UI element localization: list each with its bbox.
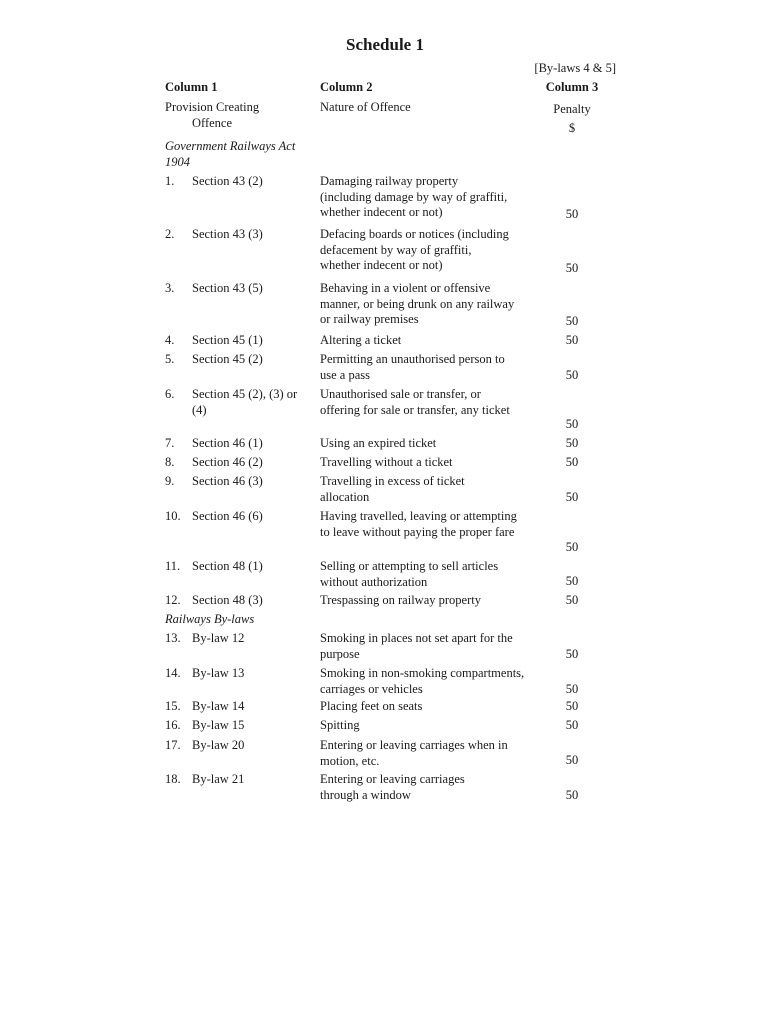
row-nature: Permitting an unauthorised person to use a pass (320, 352, 505, 382)
section-heading-railways-bylaws: Railways By-laws (165, 612, 255, 626)
section-heading-gov-act: Government Railways Act 1904 (165, 139, 296, 169)
row-nature: Smoking in non-smoking compartments, carriages or vehicles (320, 666, 525, 696)
row-penalty: 50 (565, 417, 579, 431)
row-provision: Section 45 (2), (3) or (4) (192, 387, 298, 417)
column-1-subheading-line1: Provision Creating (165, 100, 260, 114)
row-provision: Section 48 (3) (192, 593, 263, 607)
row-nature: Travelling without a ticket (320, 455, 453, 469)
row-provision: By-law 15 (192, 718, 245, 732)
row-provision: Section 46 (1) (192, 436, 263, 450)
row-penalty: 50 (565, 593, 579, 607)
row-penalty: 50 (565, 574, 579, 588)
column-3-heading: Column 3 (545, 80, 599, 94)
row-nature: Placing feet on seats (320, 699, 423, 713)
row-provision: Section 46 (3) (192, 474, 263, 488)
row-number: 15. (165, 699, 181, 713)
row-penalty: 50 (565, 436, 579, 450)
penalty-label: Penalty (553, 102, 591, 116)
row-nature: Entering or leaving carriages when in motion, etc. (320, 738, 508, 768)
row-penalty: 50 (565, 753, 579, 767)
row-number: 16. (165, 718, 181, 732)
row-provision: By-law 20 (192, 738, 245, 752)
row-nature: Trespassing on railway property (320, 593, 481, 607)
row-number: 14. (165, 666, 181, 680)
row-number: 8. (165, 455, 175, 469)
row-provision: By-law 13 (192, 666, 245, 680)
column-1-heading: Column 1 (165, 80, 218, 94)
row-number: 12. (165, 593, 181, 607)
row-penalty: 50 (565, 314, 579, 328)
row-number: 11. (165, 559, 181, 573)
row-penalty: 50 (565, 368, 579, 382)
row-provision: By-law 14 (192, 699, 245, 713)
row-nature: Spitting (320, 718, 360, 732)
row-nature: Unauthorised sale or transfer, or offering for sale or transfer, any ticket (320, 387, 510, 417)
row-penalty: 50 (565, 718, 579, 732)
column-2-heading: Column 2 (320, 80, 373, 94)
row-number: 13. (165, 631, 181, 645)
row-penalty: 50 (565, 455, 579, 469)
row-nature: Having travelled, leaving or attempting to leave without paying the proper fare (320, 509, 517, 539)
row-nature: Defacing boards or notices (including defacement by way of graffiti, whether indecent or not) (320, 227, 509, 272)
row-provision: Section 48 (1) (192, 559, 263, 573)
row-number: 2. (165, 227, 175, 241)
row-penalty: 50 (565, 647, 579, 661)
column-1-subheading (165, 100, 305, 131)
row-number: 18. (165, 772, 181, 786)
row-number: 5. (165, 352, 175, 366)
row-penalty: 50 (565, 682, 579, 696)
column-1-subheading-line2: Offence (192, 115, 233, 130)
row-number: 1. (165, 174, 175, 188)
bylaws-reference: [By-laws 4 & 5] (534, 61, 616, 75)
row-number: 17. (165, 738, 181, 752)
row-provision: Section 46 (6) (192, 509, 263, 523)
row-nature: Smoking in places not set apart for the purpose (320, 631, 513, 661)
row-provision: Section 46 (2) (192, 455, 263, 469)
row-nature: Entering or leaving carriages through a window (320, 772, 465, 802)
row-provision: By-law 12 (192, 631, 245, 645)
row-penalty: 50 (565, 540, 579, 554)
row-provision: Section 45 (1) (192, 333, 263, 347)
row-provision: Section 45 (2) (192, 352, 263, 366)
row-provision: Section 43 (2) (192, 174, 263, 188)
row-provision: By-law 21 (192, 772, 245, 786)
row-nature: Using an expired ticket (320, 436, 437, 450)
row-provision: Section 43 (3) (192, 227, 263, 241)
row-number: 7. (165, 436, 175, 450)
row-number: 10. (165, 509, 181, 523)
row-nature: Travelling in excess of ticket allocation (320, 474, 465, 504)
row-number: 3. (165, 281, 175, 295)
row-penalty: 50 (565, 699, 579, 713)
row-penalty: 50 (565, 788, 579, 802)
page-title: Schedule 1 (346, 35, 424, 54)
row-penalty: 50 (565, 490, 579, 504)
row-nature: Behaving in a violent or offensive manner, or being drunk on any railway or railway premises (320, 281, 515, 326)
row-penalty: 50 (565, 261, 579, 275)
column-3-subheading (520, 100, 624, 138)
row-nature: Altering a ticket (320, 333, 402, 347)
row-provision: Section 43 (5) (192, 281, 263, 295)
row-number: 4. (165, 333, 175, 347)
column-2-subheading: Nature of Offence (320, 100, 411, 114)
row-nature: Selling or attempting to sell articles without authorization (320, 559, 499, 589)
row-number: 9. (165, 474, 175, 488)
row-nature: Damaging railway property (including damage by way of graffiti, whether indecent or not) (320, 174, 508, 219)
row-number: 6. (165, 387, 175, 401)
currency-label: $ (568, 121, 576, 135)
row-penalty: 50 (565, 333, 579, 347)
row-penalty: 50 (565, 207, 579, 221)
